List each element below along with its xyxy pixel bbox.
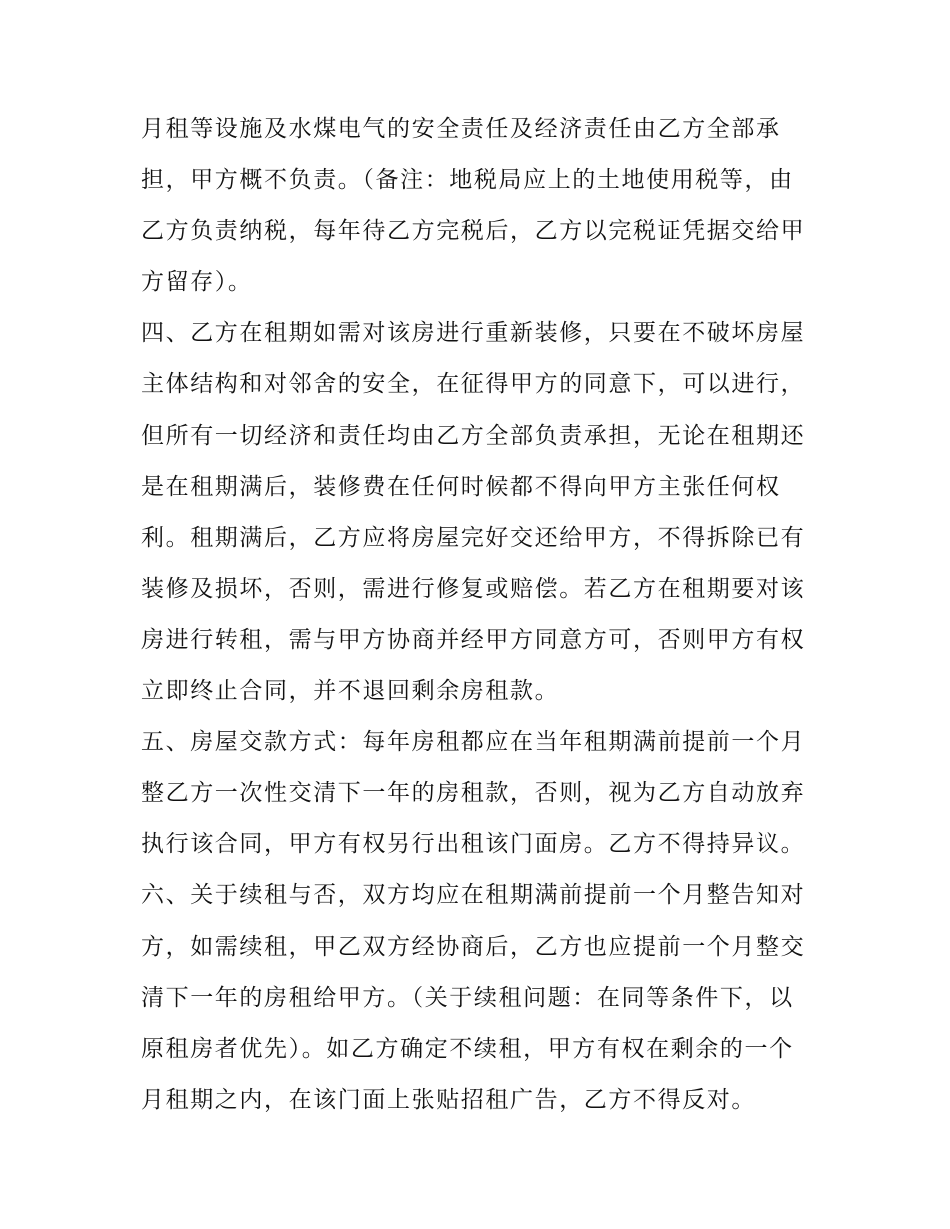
text-line: 但所有一切经济和责任均由乙方全部负责承担，无论在租期还: [141, 422, 806, 449]
text-line: 原租房者优先）。如乙方确定不续租，甲方有权在剩余的一个: [141, 1035, 794, 1062]
clause-six-line: 六、关于续租与否，双方均应在租期满前提前一个月整告知对: [141, 882, 806, 909]
text-line: 利。租期满后，乙方应将房屋完好交还给甲方，不得拆除已有: [141, 524, 806, 551]
clause-five-line: 五、房屋交款方式：每年房租都应在当年租期满前提前一个月: [141, 729, 806, 756]
text-line: 方，如需续租，甲乙双方经协商后，乙方也应提前一个月整交: [141, 933, 806, 960]
text-line: 整乙方一次性交清下一年的房租款，否则，视为乙方自动放弃: [141, 780, 806, 807]
text-line: 月租等设施及水煤电气的安全责任及经济责任由乙方全部承: [141, 116, 781, 142]
text-line: 装修及损坏，否则，需进行修复或赔偿。若乙方在租期要对该: [141, 575, 806, 602]
text-line: 月租期之内，在该门面上张贴招租广告，乙方不得反对。: [141, 1086, 756, 1113]
text-line: 乙方负责纳税，每年待乙方完税后，乙方以完税证凭据交给甲: [141, 218, 806, 245]
text-line: 立即终止合同，并不退回剩余房租款。: [141, 678, 560, 705]
text-line: 主体结构和对邻舍的安全，在征得甲方的同意下，可以进行，: [141, 371, 806, 398]
text-line: 执行该合同，甲方有权另行出租该门面房。乙方不得持异议。: [141, 831, 806, 858]
text-line: 是在租期满后，装修费在任何时候都不得向甲方主张任何权: [141, 473, 781, 500]
text-line: 担，甲方概不负责。（备注：地税局应上的土地使用税等，由: [141, 167, 794, 194]
text-line: 清下一年的房租给甲方。（关于续租问题：在同等条件下，以: [141, 984, 794, 1011]
text-line: 方留存）。: [141, 269, 253, 296]
text-line: 房进行转租，需与甲方协商并经甲方同意方可，否则甲方有权: [141, 626, 806, 653]
contract-body-text: [141, 104, 821, 1126]
clause-four-line: 四、乙方在租期如需对该房进行重新装修，只要在不破坏房屋: [141, 320, 806, 347]
